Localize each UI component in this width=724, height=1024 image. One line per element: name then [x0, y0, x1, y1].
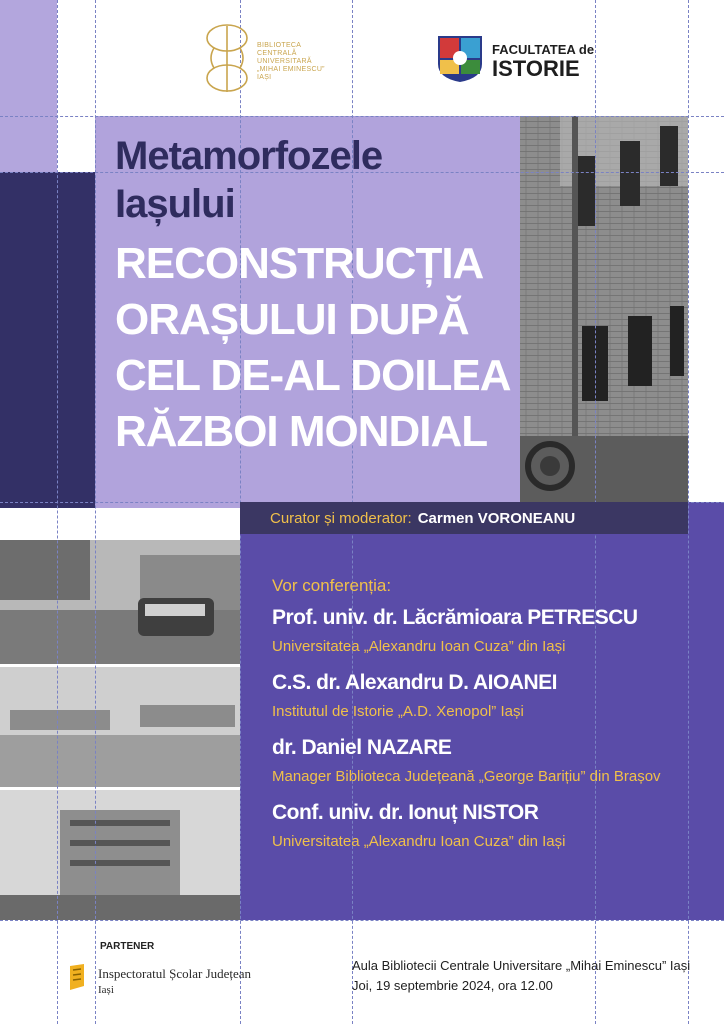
event-venue: Aula Bibliotecii Centrale Universitare „Mihai Eminescu” Iași: [352, 958, 691, 973]
speaker-name: Prof. univ. dr. Lăcrămioara PETRESCU: [272, 606, 638, 629]
speaker-name: dr. Daniel NAZARE: [272, 736, 452, 759]
speaker-name: C.S. dr. Alexandru D. AIOANEI: [272, 671, 557, 694]
guide-line: [0, 116, 724, 117]
curator: [270, 510, 575, 527]
event-datetime: Joi, 19 septembrie 2024, ora 12.00: [352, 978, 553, 993]
title-line1: Metamorfozele: [115, 134, 383, 178]
speaker-affiliation: Universitatea „Alexandru Ioan Cuza” din Iași: [272, 833, 566, 850]
guide-line: [95, 0, 96, 1024]
subtitle-line: RECONSTRUCȚIA: [115, 239, 484, 288]
faculty-crest-icon: [436, 34, 484, 84]
speakers-list: [272, 576, 712, 866]
decor-block-navy: [0, 172, 95, 508]
library-name: BIBLIOTECA CENTRALĂ UNIVERSITARĂ „MIHAI EMINESCU” IAȘI: [257, 42, 325, 81]
subtitle-line: RĂZBOI MONDIAL: [115, 407, 488, 456]
subtitle: [115, 236, 520, 460]
building-photo: [520, 116, 688, 502]
speaker-affiliation: Manager Biblioteca Județeană „George Barițiu” din Brașov: [272, 768, 661, 785]
speaker-name: Conf. univ. dr. Ionuț NISTOR: [272, 801, 539, 824]
partner-city: Iași: [98, 984, 114, 996]
faculty-name-line2: ISTORIE: [492, 56, 580, 81]
speaker-affiliation: Universitatea „Alexandru Ioan Cuza” din Iași: [272, 638, 566, 655]
street-photos: [0, 540, 240, 920]
decor-block-lavender: [0, 0, 57, 172]
faculty-name-line1: FACULTATEA de: [492, 42, 595, 57]
partner-logo-icon: [66, 962, 90, 992]
guide-line: [57, 0, 58, 1024]
subtitle-line: CEL DE-AL DOILEA: [115, 351, 511, 400]
guide-line: [0, 920, 724, 921]
speaker-affiliation: Institutul de Istorie „A.D. Xenopol” Iași: [272, 703, 524, 720]
speakers-intro: Vor conferenția:: [272, 576, 392, 595]
curator-label: Curator și moderator:: [270, 510, 412, 527]
library-logo: [200, 18, 254, 100]
partner-name: Inspectoratul Școlar Județean: [98, 966, 252, 981]
subtitle-line: ORAȘULUI DUPĂ: [115, 295, 469, 344]
curator-name: Carmen VORONEANU: [417, 510, 576, 527]
partner-label: PARTENER: [100, 941, 155, 952]
guide-line: [688, 0, 689, 1024]
title-line2: Iașului: [115, 182, 235, 226]
